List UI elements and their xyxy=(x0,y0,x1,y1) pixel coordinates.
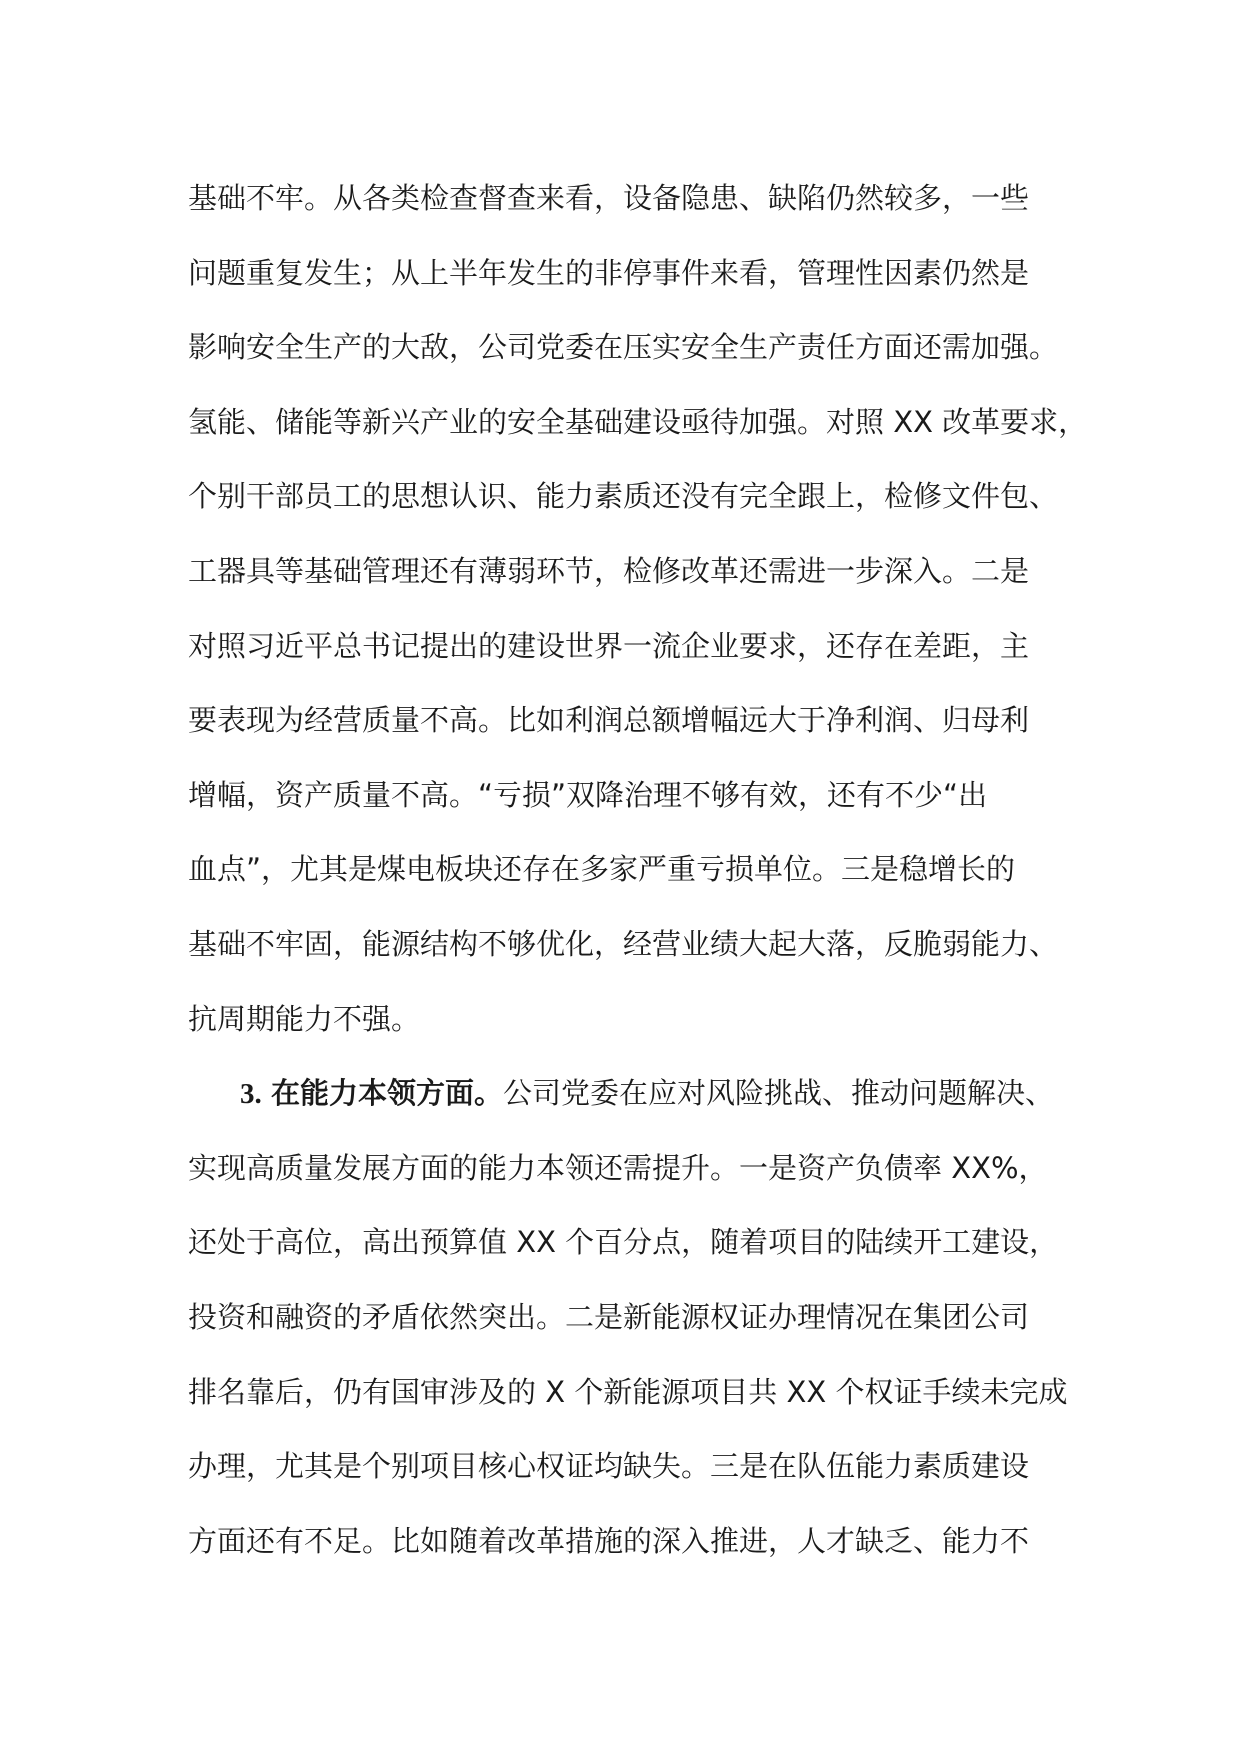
paragraph-heading-line xyxy=(188,1063,1068,1138)
text-line: 血点”，尤其是煤电板块还存在多家严重亏损单位。三是稳增长的 xyxy=(188,852,1016,887)
text-line: 投资和融资的矛盾依然突出。二是新能源权证办理情况在集团公司 xyxy=(188,1299,1030,1334)
paragraph-capability xyxy=(188,1063,1068,1585)
paragraph-safety-and-management xyxy=(188,168,1088,1063)
text-line: 问题重复发生；从上半年发生的非停事件来看，管理性因素仍然是 xyxy=(188,255,1030,290)
text-line: 个别干部员工的思想认识、能力素质还没有完全跟上，检修文件包、 xyxy=(188,479,1059,514)
text-line: 氢能、储能等新兴产业的安全基础建设亟待加强。对照 XX 改革要求， xyxy=(188,404,1088,439)
text-line: 方面还有不足。比如随着改革措施的深入推进，人才缺乏、能力不 xyxy=(188,1523,1030,1558)
text-line: 基础不牢固，能源结构不够优化，经营业绩大起大落，反脆弱能力、 xyxy=(188,926,1059,961)
section-heading: 在能力本领方面。 xyxy=(270,1076,503,1111)
text-line: 增幅，资产质量不高。“亏损”双降治理不够有效，还有不少“出 xyxy=(188,777,988,812)
text-line: 基础不牢。从各类检查督查来看，设备隐患、缺陷仍然较多，一些 xyxy=(188,181,1030,215)
text-line: 要表现为经营质量不高。比如利润总额增幅远大于净利润、归母利 xyxy=(188,703,1030,738)
text-line: 对照习近平总书记提出的建设世界一流企业要求，还存在差距，主 xyxy=(188,628,1030,663)
section-number: 3. xyxy=(240,1078,262,1111)
text-line: 排名靠后，仍有国审涉及的 X 个新能源项目共 XX 个权证手续未完成 xyxy=(188,1374,1068,1409)
text-line: 工器具等基础管理还有薄弱环节，检修改革还需进一步深入。二是 xyxy=(188,553,1030,588)
text-line: 实现高质量发展方面的能力本领还需提升。一是资产负债率 XX%， xyxy=(188,1150,1048,1185)
text-line: 抗周期能力不强。 xyxy=(188,1001,421,1036)
text-run: 公司党委在应对风险挑战、推动问题解决、 xyxy=(502,1076,1054,1111)
document-body xyxy=(188,168,1088,1585)
text-line: 影响安全生产的大敌，公司党委在压实安全生产责任方面还需加强。 xyxy=(188,330,1059,365)
text-line: 还处于高位，高出预算值 XX 个百分点，随着项目的陆续开工建设， xyxy=(188,1225,1059,1260)
text-line: 办理，尤其是个别项目核心权证均缺失。三是在队伍能力素质建设 xyxy=(188,1449,1030,1484)
